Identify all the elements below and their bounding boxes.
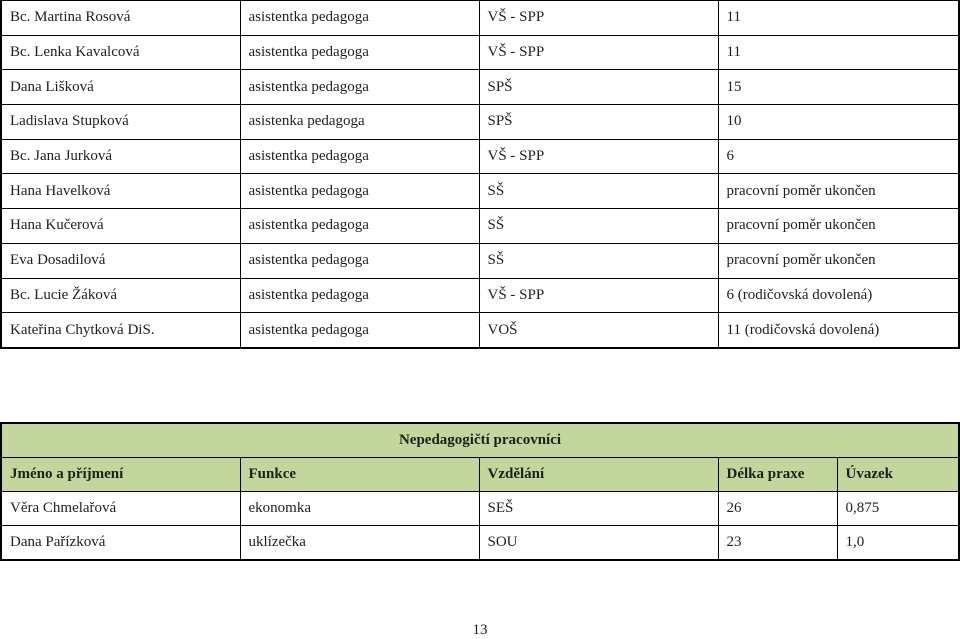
function-cell: asistentka pedagoga bbox=[240, 139, 479, 174]
table-title: Nepedagogičtí pracovníci bbox=[1, 423, 959, 458]
experience-cell: 23 bbox=[718, 526, 837, 561]
table-row bbox=[1, 209, 959, 244]
function-cell: asistentka pedagoga bbox=[240, 278, 479, 313]
education-cell: SŠ bbox=[479, 243, 718, 278]
table-row bbox=[1, 278, 959, 313]
name-cell: Hana Kučerová bbox=[1, 209, 240, 244]
function-cell: asistentka pedagoga bbox=[240, 70, 479, 105]
table-row bbox=[1, 174, 959, 209]
table-row bbox=[1, 492, 959, 526]
education-cell: VŠ - SPP bbox=[479, 278, 718, 313]
workload-cell: 1,0 bbox=[837, 526, 959, 561]
education-cell: SEŠ bbox=[479, 492, 718, 526]
table-row bbox=[1, 105, 959, 140]
experience-cell: pracovní poměr ukončen bbox=[718, 209, 959, 244]
education-cell: SOU bbox=[479, 526, 718, 561]
table-row bbox=[1, 1, 959, 36]
workload-cell: 0,875 bbox=[837, 492, 959, 526]
table-row bbox=[1, 243, 959, 278]
function-cell: asistenka pedagoga bbox=[240, 105, 479, 140]
experience-cell: 11 bbox=[718, 1, 959, 36]
experience-cell: 26 bbox=[718, 492, 837, 526]
name-cell: Bc. Jana Jurková bbox=[1, 139, 240, 174]
experience-cell: 6 (rodičovská dovolená) bbox=[718, 278, 959, 313]
name-cell: Bc. Lenka Kavalcová bbox=[1, 35, 240, 70]
table-row bbox=[1, 139, 959, 174]
name-cell: Věra Chmelařová bbox=[1, 492, 240, 526]
name-cell: Bc. Lucie Žáková bbox=[1, 278, 240, 313]
column-header: Úvazek bbox=[837, 458, 959, 492]
name-cell: Kateřina Chytková DiS. bbox=[1, 313, 240, 348]
column-header: Funkce bbox=[240, 458, 479, 492]
name-cell: Dana Pařízková bbox=[1, 526, 240, 561]
column-header: Vzdělání bbox=[479, 458, 718, 492]
education-cell: VŠ - SPP bbox=[479, 35, 718, 70]
table-header-row bbox=[1, 458, 959, 492]
education-cell: VOŠ bbox=[479, 313, 718, 348]
table-row bbox=[1, 313, 959, 348]
page-number: 13 bbox=[472, 622, 488, 638]
column-header: Jméno a příjmení bbox=[1, 458, 240, 492]
education-cell: SPŠ bbox=[479, 70, 718, 105]
function-cell: asistentka pedagoga bbox=[240, 1, 479, 36]
experience-cell: 10 bbox=[718, 105, 959, 140]
education-cell: VŠ - SPP bbox=[479, 1, 718, 36]
function-cell: uklízečka bbox=[240, 526, 479, 561]
name-cell: Eva Dosadilová bbox=[1, 243, 240, 278]
function-cell: asistentka pedagoga bbox=[240, 209, 479, 244]
function-cell: asistentka pedagoga bbox=[240, 174, 479, 209]
nonpedagogical-staff-table bbox=[0, 422, 960, 561]
education-cell: SPŠ bbox=[479, 105, 718, 140]
experience-cell: pracovní poměr ukončen bbox=[718, 174, 959, 209]
education-cell: SŠ bbox=[479, 174, 718, 209]
function-cell: ekonomka bbox=[240, 492, 479, 526]
education-cell: VŠ - SPP bbox=[479, 139, 718, 174]
function-cell: asistentka pedagoga bbox=[240, 243, 479, 278]
function-cell: asistentka pedagoga bbox=[240, 35, 479, 70]
education-cell: SŠ bbox=[479, 209, 718, 244]
experience-cell: 6 bbox=[718, 139, 959, 174]
function-cell: asistentka pedagoga bbox=[240, 313, 479, 348]
column-header: Délka praxe bbox=[718, 458, 837, 492]
name-cell: Bc. Martina Rosová bbox=[1, 1, 240, 36]
experience-cell: 11 (rodičovská dovolená) bbox=[718, 313, 959, 348]
table-row bbox=[1, 70, 959, 105]
experience-cell: 11 bbox=[718, 35, 959, 70]
experience-cell: pracovní poměr ukončen bbox=[718, 243, 959, 278]
table-row bbox=[1, 35, 959, 70]
experience-cell: 15 bbox=[718, 70, 959, 105]
name-cell: Hana Havelková bbox=[1, 174, 240, 209]
name-cell: Ladislava Stupková bbox=[1, 105, 240, 140]
name-cell: Dana Lišková bbox=[1, 70, 240, 105]
table-row bbox=[1, 526, 959, 561]
table-title-row bbox=[1, 423, 959, 458]
